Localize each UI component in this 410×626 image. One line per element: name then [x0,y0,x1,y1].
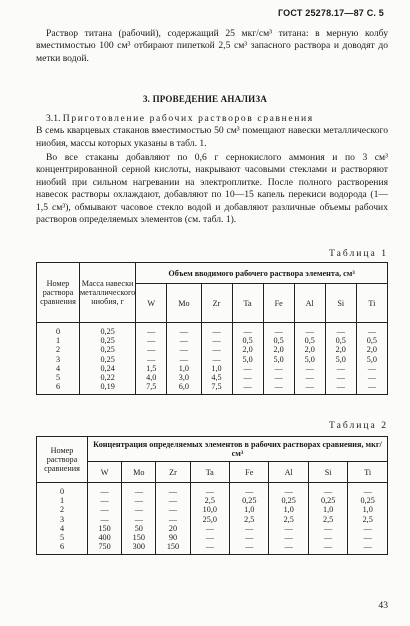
table2-cell-value: — [308,483,347,497]
table1-cell-value: — [294,364,325,373]
table1-cell-value: — [325,323,356,337]
table-2-caption: Таблица 2 [328,420,388,431]
paragraph-titanium-solution: Раствор титана (рабочий), содержащий 25 мкг/см³ титана: в мерную колбу вместимостью 100 см³ отбирают пипеткой 2,5 см³ запасного раствора и доводят до метки водой. [36,28,388,64]
table2-cell-value: — [190,483,229,497]
table1-cell-value: 0,5 [232,336,263,345]
table1-cell-value: 4,5 [201,373,232,382]
table2-cell-value: 150 [122,533,156,542]
table1-cell-value: — [136,323,167,337]
table2-body [37,483,388,555]
paragraph-procedure: Во все стаканы добавляют по 0,6 г сернокислого аммония и по 3 см³ концентрированной серной кислоты, накрывают часовыми стеклами и растворяют ниобий при сильном нагревании на электроплитке. После полного растворения навесок растворы охлаждают, добавляют по 10—15 капель перекиси водорода (1—1,5 см³), обмывают часовое стекло водой и добавляют различные объемы рабочих растворов определяемых элементов (см. табл. 1). [36,152,388,226]
table2-cell-value: — [88,496,122,505]
clause-3-1 [36,113,388,150]
table2-cell-number: 0 [37,483,88,497]
table1-element-header: Mo [167,284,201,323]
table1-head-group: Объем вводимого рабочего раствора элемента, см³ [136,263,388,284]
table1-cell-mass: 0,19 [80,382,136,395]
table1-cell-value: — [201,355,232,364]
table1-cell-value: 3,0 [167,373,201,382]
table2-cell-value: 150 [88,524,122,533]
table1-cell-value: 2,0 [356,345,387,354]
table2-cell-value: — [348,533,388,542]
table1-cell-value: — [325,382,356,395]
table2-cell-value: — [348,542,388,555]
table2-element-header: Ta [190,462,229,483]
table1-cell-mass: 0,25 [80,323,136,337]
table1-cell-value: — [167,355,201,364]
table2-cell-value: 1,0 [308,505,347,514]
table-row [37,515,388,524]
table-row [37,364,388,373]
table1-cell-value: 5,0 [294,355,325,364]
table2-cell-value: — [348,524,388,533]
table1-cell-value: 0,5 [294,336,325,345]
table1-cell-value: 0,5 [325,336,356,345]
clause-title: Приготовление рабочих растворов сравнения [62,113,314,124]
table-row [37,382,388,395]
table2-element-header: Zr [156,462,190,483]
table1-cell-value: 5,0 [356,355,387,364]
table1-cell-value: 2,0 [294,345,325,354]
table1-cell-value: — [232,373,263,382]
table1-element-header: Al [294,284,325,323]
table2-cell-number: 4 [37,524,88,533]
table2-cell-value: — [269,483,308,497]
table1-cell-value: — [356,323,387,337]
table2-cell-value: 400 [88,533,122,542]
table2-cell-value: 0,25 [348,496,388,505]
table1-cell-value: — [263,382,294,395]
table1-element-header: Si [325,284,356,323]
table2-cell-number: 3 [37,515,88,524]
table1-cell-value: — [136,345,167,354]
table2-cell-value: — [88,483,122,497]
standard-header: ГОСТ 25278.17—87 С. 5 [277,8,384,18]
table-row [37,483,388,497]
table2-element-header: Ti [348,462,388,483]
table-row [37,355,388,364]
table1-body [37,323,388,395]
table1-cell-value: — [232,364,263,373]
table1-cell-value: — [263,373,294,382]
table2-cell-value: — [190,533,229,542]
table2-cell-value: — [308,533,347,542]
table-2 [36,436,388,555]
table1-cell-number: 6 [37,382,80,395]
table2-cell-value: — [122,515,156,524]
table2-head-number: Номер раствора сравнения [37,437,88,483]
table1-cell-value: — [325,373,356,382]
table2-cell-value: — [122,496,156,505]
table1-cell-value: — [167,336,201,345]
table1-cell-value: 2,0 [263,345,294,354]
table1-cell-value: — [263,323,294,337]
table2-cell-number: 5 [37,533,88,542]
table1-cell-mass: 0,25 [80,355,136,364]
table1-cell-value: 4,0 [136,373,167,382]
table2-cell-value: — [88,515,122,524]
table1-element-header: Ta [232,284,263,323]
table-row [37,373,388,382]
table1-cell-value: 1,5 [136,364,167,373]
table-1 [36,262,388,395]
table2-element-header: Si [308,462,347,483]
table2-cell-value: — [156,515,190,524]
clause-text: В семь кварцевых стаканов вместимостью 50 см³ помещают навески металлического ниобия, массы которых указаны в табл. 1. [36,125,388,149]
table2-cell-value: — [348,483,388,497]
table2-cell-value: — [122,483,156,497]
table-row [37,345,388,354]
table2-cell-value: 0,25 [308,496,347,505]
table1-cell-number: 4 [37,364,80,373]
table1-cell-value: — [294,382,325,395]
table2-cell-value: — [230,533,269,542]
table2-cell-value: 2,5 [190,496,229,505]
table2-cell-value: 0,25 [230,496,269,505]
table1-cell-value: 1,0 [167,364,201,373]
table1-cell-number: 5 [37,373,80,382]
section-title: 3. ПРОВЕДЕНИЕ АНАЛИЗА [142,94,268,104]
table2-cell-value: 300 [122,542,156,555]
table2-cell-value: — [156,496,190,505]
table2-cell-value: 1,0 [269,505,308,514]
table1-cell-number: 3 [37,355,80,364]
table2-cell-value: — [269,542,308,555]
table2-cell-value: 25,0 [190,515,229,524]
table2-cell-value: — [230,483,269,497]
table2-cell-value: — [156,505,190,514]
table1-element-header: Fe [263,284,294,323]
clause-number: 3.1. [46,113,61,124]
table1-cell-mass: 0,25 [80,345,136,354]
table2-cell-value: 2,5 [230,515,269,524]
table1-cell-value: 1,0 [201,364,232,373]
table2-cell-value: 2,5 [348,515,388,524]
table1-head-number: Номер раствора сравнения [37,263,80,323]
table2-cell-value: 750 [88,542,122,555]
table2-cell-value: — [88,505,122,514]
table1-cell-value: — [232,382,263,395]
table1-cell-value: — [201,345,232,354]
table1-cell-value: — [294,323,325,337]
table2-cell-value: — [269,524,308,533]
table1-cell-value: 2,0 [325,345,356,354]
table2-cell-value: 1,0 [230,505,269,514]
table1-cell-number: 1 [37,336,80,345]
page-number: 43 [378,600,388,611]
table2-cell-value: — [190,524,229,533]
table1-cell-mass: 0,24 [80,364,136,373]
table-row [37,496,388,505]
table-1-caption: Таблица 1 [328,248,388,259]
table1-cell-value: — [263,364,294,373]
table1-cell-mass: 0,22 [80,373,136,382]
table1-cell-value: 5,0 [263,355,294,364]
table1-cell-value: — [325,364,356,373]
table2-cell-value: — [308,524,347,533]
table1-cell-value: — [201,336,232,345]
table2-cell-value: — [122,505,156,514]
table-row [37,323,388,337]
table1-cell-value: — [167,345,201,354]
table2-element-header: Al [269,462,308,483]
table2-cell-value: — [308,542,347,555]
table1-cell-number: 0 [37,323,80,337]
table2-element-headers [37,462,388,483]
table2-cell-number: 6 [37,542,88,555]
table1-cell-value: — [136,355,167,364]
table1-element-header: W [136,284,167,323]
table1-cell-value: — [232,323,263,337]
table1-cell-number: 2 [37,345,80,354]
table2-element-header: W [88,462,122,483]
table-row [37,505,388,514]
table-row [37,524,388,533]
table2-head-group: Концентрация определяемых элементов в рабочих растворах сравнения, мкг/см³ [88,437,388,462]
table1-cell-value: — [356,373,387,382]
table2-cell-value: — [156,483,190,497]
table2-element-header: Fe [230,462,269,483]
table1-head-mass: Масса навески металлического ниобия, г [80,263,136,323]
table2-cell-value: 50 [122,524,156,533]
table1-cell-value: 6,0 [167,382,201,395]
table1-cell-value: — [294,373,325,382]
table1-cell-value: 7,5 [136,382,167,395]
table1-cell-value: 7,5 [201,382,232,395]
table2-element-header: Mo [122,462,156,483]
table2-cell-value: 10,0 [190,505,229,514]
table1-cell-value: — [356,364,387,373]
table-row [37,542,388,555]
table2-cell-value: — [230,524,269,533]
table1-element-header: Zr [201,284,232,323]
table1-cell-value: — [136,336,167,345]
table1-cell-mass: 0,25 [80,336,136,345]
table2-cell-value: — [269,533,308,542]
table2-cell-value: 90 [156,533,190,542]
table-row [37,336,388,345]
table2-cell-value: 20 [156,524,190,533]
table2-cell-value: 2,5 [308,515,347,524]
table2-cell-number: 2 [37,505,88,514]
table2-cell-value: 150 [156,542,190,555]
table1-cell-value: 5,0 [232,355,263,364]
table2-cell-value: — [190,542,229,555]
table1-cell-value: 2,0 [232,345,263,354]
table1-cell-value: — [201,323,232,337]
table2-cell-value: — [230,542,269,555]
table1-cell-value: 0,5 [263,336,294,345]
table1-cell-value: 0,5 [356,336,387,345]
table1-cell-value: — [167,323,201,337]
table2-cell-number: 1 [37,496,88,505]
table1-cell-value: — [356,382,387,395]
table-row [37,533,388,542]
table1-cell-value: 5,0 [325,355,356,364]
table2-cell-value: 1,0 [348,505,388,514]
table2-cell-value: 2,5 [269,515,308,524]
table1-element-header: Ti [356,284,387,323]
table2-cell-value: 0,25 [269,496,308,505]
